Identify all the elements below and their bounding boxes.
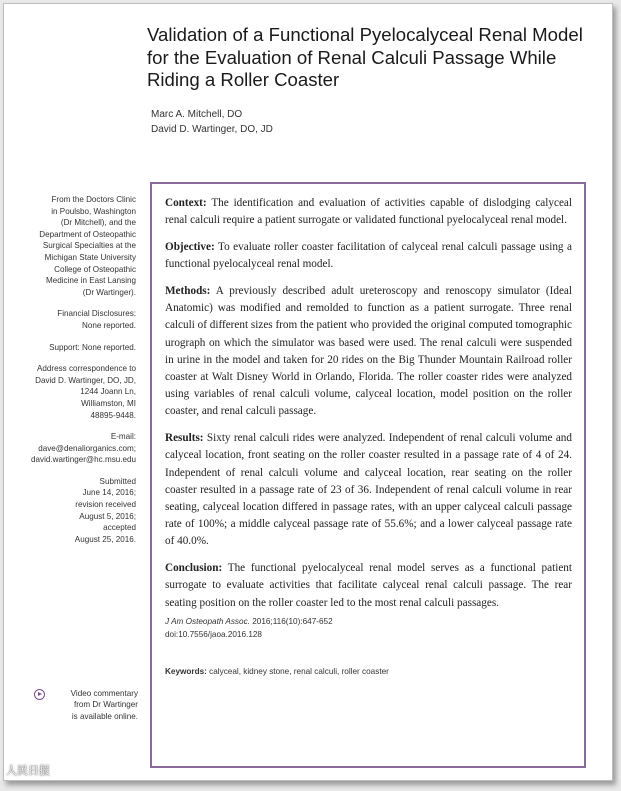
- watermark: 人民日报: [6, 764, 50, 777]
- keywords-list: calyceal, kidney stone, renal calculi, roller coaster: [206, 667, 389, 677]
- abstract-objective: [165, 239, 572, 273]
- section-text: The functional pyelocalyceal renal model serves as a functional patient surrogate to evaluate activities that facilitate calyceal renal calculi passage. The rear seating position on the roller coaster led to the most renal calculi passages.: [165, 562, 572, 609]
- sidebar-line: Support: None reported.: [49, 342, 136, 352]
- dates-note: [8, 476, 136, 546]
- section-label: Methods:: [165, 285, 211, 297]
- play-icon[interactable]: [34, 689, 45, 700]
- article-page: [3, 3, 613, 781]
- section-text: Sixty renal calculi rides were analyzed. Independent of renal calculi volume and calyceal location, front seating on the roller coaster resulted in a passage rate of 4 of 24. Independent of renal calculi volume and calyceal location, rear seating on the roller coaster resulted in a passage rate of 23 of 36. Independent of renal calculi volume in rear seating, calyceal location differed in passage rates, with an upper calyceal calculi passage rate of 100%; a middle calyceal passage rate of 55.6%; and a lower calyceal passage rate of 40.0%.: [165, 432, 572, 548]
- author-name: Marc A. Mitchell, DO: [151, 109, 243, 120]
- email-link[interactable]: david.wartinger@hc.msu.edu: [31, 455, 136, 465]
- sidebar-line: August 25, 2016.: [74, 534, 136, 544]
- sidebar-line: 1244 Joann Ln,: [80, 387, 136, 397]
- sidebar-line: revision received: [75, 500, 136, 510]
- citation-line: [165, 616, 572, 629]
- sidebar-line: Department of Osteopathic: [39, 229, 136, 239]
- abstract-box: [150, 182, 586, 768]
- video-line: Video commentary: [70, 689, 138, 698]
- sidebar-line: Address correspondence to: [37, 364, 136, 374]
- support-note: [8, 342, 136, 354]
- sidebar-line: Surgical Specialties at the: [42, 241, 136, 251]
- section-label: Conclusion:: [165, 562, 223, 575]
- video-line: from Dr Wartinger: [73, 700, 138, 710]
- sidebar-line: Submitted: [99, 476, 136, 486]
- sidebar-line: (Dr Wartinger).: [82, 287, 136, 297]
- abstract-context: [165, 195, 572, 229]
- video-line: is available online.: [71, 711, 138, 721]
- sidebar-line: E-mail:: [110, 432, 136, 442]
- article-sidebar: [8, 194, 136, 555]
- section-text: To evaluate roller coaster facilitation of calyceal renal calculi passage using a functional pyelocalyceal renal model.: [165, 241, 572, 271]
- sidebar-line: College of Osteopathic: [54, 264, 136, 274]
- author-name: David D. Wartinger, DO, JD: [151, 123, 273, 135]
- affiliation-note: [8, 194, 136, 298]
- doi[interactable]: doi:10.7556/jaoa.2016.128: [165, 629, 262, 639]
- video-commentary-link[interactable]: [34, 688, 138, 722]
- sidebar-line: Financial Disclosures:: [57, 309, 136, 319]
- section-text: The identification and evaluation of activities capable of dislodging calyceal renal calculi require a patient surrogate or validated functional pyelocalyceal renal model.: [165, 197, 572, 227]
- sidebar-line: Michigan State University: [44, 252, 136, 262]
- sidebar-line: Williamston, MI: [81, 398, 136, 408]
- sidebar-line: David D. Wartinger, DO, JD,: [35, 375, 136, 385]
- section-label: Results:: [165, 432, 204, 445]
- disclosures-note: [8, 308, 136, 331]
- section-label: Context:: [165, 197, 207, 209]
- sidebar-line: None reported.: [82, 320, 136, 330]
- section-label: Objective:: [165, 241, 215, 253]
- abstract-methods: [165, 283, 572, 421]
- email-note: [8, 431, 136, 466]
- sidebar-line: From the Doctors Clinic: [51, 195, 136, 204]
- keywords-label: Keywords:: [165, 667, 207, 677]
- sidebar-line: Medicine in East Lansing: [46, 276, 136, 286]
- citation-volume: 2016;116(10):647-652: [249, 617, 333, 627]
- sidebar-line: (Dr Mitchell), and the: [60, 218, 136, 228]
- author-list: [151, 108, 273, 137]
- sidebar-line: June 14, 2016;: [82, 488, 136, 498]
- section-text: A previously described adult ureteroscopy and renoscopy simulator (Ideal Anatomic) was modified and remolded to function as a patient surrogate. Three renal calculi of different sizes from the patient who provided the original computed tomographic urograph on which the simulator was based were used. The renal calculi were suspended in urine in the model and taken for 20 rides on the Big Thunder Mountain Railroad roller coaster at Walt Disney World in Orlando, Florida. The roller coaster rides were analyzed using variables of renal calculi volume, calyceal location, model position on the roller coaster, and renal calculi passage.: [165, 285, 572, 418]
- email-link[interactable]: dave@denaliorganics.com;: [38, 443, 136, 453]
- sidebar-line: in Poulsbo, Washington: [51, 206, 136, 216]
- sidebar-line: 48895-9448.: [90, 410, 136, 420]
- sidebar-line: accepted: [103, 523, 136, 533]
- journal-name: J Am Osteopath Assoc.: [165, 617, 250, 627]
- abstract-results: [165, 430, 572, 550]
- abstract-conclusion: [165, 560, 572, 612]
- sidebar-line: August 5, 2016;: [79, 511, 136, 521]
- article-title: Validation of a Functional Pyelocalyceal Renal Model for the Evaluation of Renal Calculi Passage While Riding a Roller Coaster: [147, 24, 583, 91]
- correspondence-note: [8, 363, 136, 421]
- keywords: [165, 663, 572, 680]
- citation: [165, 616, 572, 641]
